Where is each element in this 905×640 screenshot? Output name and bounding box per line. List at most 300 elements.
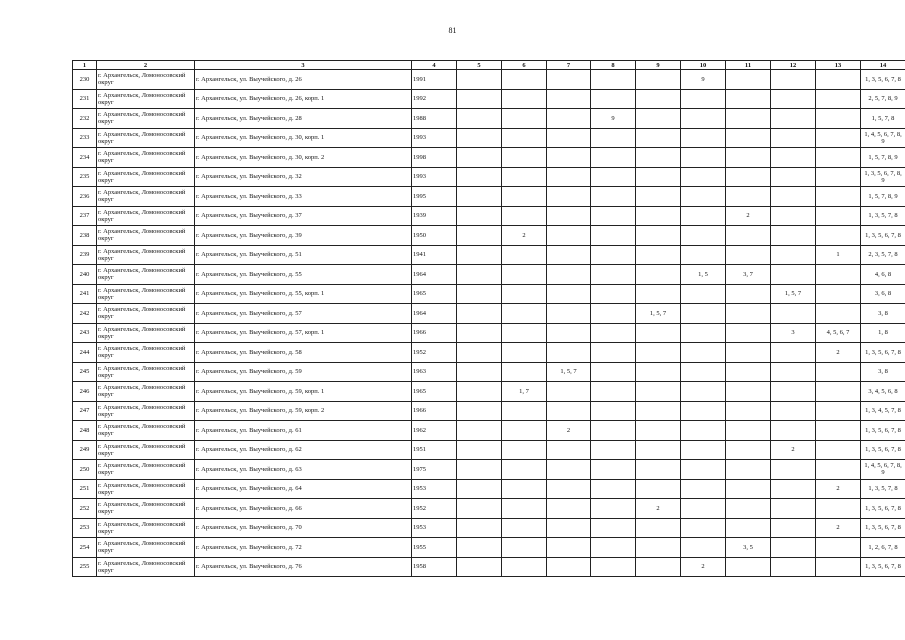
value-cell: 2 <box>816 479 861 499</box>
value-cell <box>502 499 547 519</box>
value-cell: 1, 3, 5, 6, 7, 8 <box>861 499 905 519</box>
row-number: 234 <box>73 148 97 168</box>
value-cell: 1, 8 <box>861 323 905 343</box>
value-cell <box>726 421 771 441</box>
address-cell: г. Архангельск, ул. Выучейского, д. 63 <box>195 460 412 480</box>
value-cell: 1, 7 <box>502 382 547 402</box>
table-row <box>73 109 905 129</box>
value-cell <box>547 128 591 148</box>
table-row <box>73 167 905 187</box>
value-cell <box>771 226 816 246</box>
value-cell <box>816 304 861 324</box>
col-header: 10 <box>681 61 726 70</box>
value-cell <box>457 128 502 148</box>
value-cell <box>771 421 816 441</box>
value-cell <box>681 187 726 207</box>
value-cell <box>726 226 771 246</box>
value-cell <box>771 128 816 148</box>
year-cell: 1952 <box>412 499 457 519</box>
value-cell <box>502 109 547 129</box>
address-cell: г. Архангельск, ул. Выучейского, д. 61 <box>195 421 412 441</box>
row-number: 233 <box>73 128 97 148</box>
table-row <box>73 362 905 382</box>
value-cell <box>636 245 681 265</box>
value-cell <box>816 440 861 460</box>
value-cell <box>816 557 861 577</box>
value-cell <box>502 362 547 382</box>
value-cell <box>591 304 636 324</box>
value-cell: 2 <box>636 499 681 519</box>
address-cell: г. Архангельск, ул. Выучейского, д. 33 <box>195 187 412 207</box>
value-cell <box>816 226 861 246</box>
value-cell <box>636 109 681 129</box>
housing-table <box>72 60 905 577</box>
municipality-cell: г. Архангельск, Ломоносовский округ <box>97 557 195 577</box>
value-cell <box>502 187 547 207</box>
value-cell <box>636 518 681 538</box>
municipality-cell: г. Архангельск, Ломоносовский округ <box>97 226 195 246</box>
table-row <box>73 323 905 343</box>
value-cell <box>636 479 681 499</box>
value-cell <box>681 89 726 109</box>
value-cell <box>636 148 681 168</box>
value-cell <box>681 109 726 129</box>
value-cell: 1, 4, 5, 6, 7, 8, 9 <box>861 460 905 480</box>
value-cell <box>636 206 681 226</box>
value-cell: 1, 5 <box>681 265 726 285</box>
value-cell <box>457 167 502 187</box>
row-number: 245 <box>73 362 97 382</box>
value-cell <box>681 479 726 499</box>
year-cell: 1964 <box>412 304 457 324</box>
row-number: 249 <box>73 440 97 460</box>
value-cell <box>636 89 681 109</box>
col-header: 7 <box>547 61 591 70</box>
value-cell <box>771 460 816 480</box>
table-row <box>73 343 905 363</box>
value-cell <box>636 440 681 460</box>
col-header: 14 <box>861 61 905 70</box>
value-cell <box>591 245 636 265</box>
value-cell <box>547 304 591 324</box>
value-cell <box>502 557 547 577</box>
value-cell <box>681 440 726 460</box>
year-cell: 1964 <box>412 265 457 285</box>
year-cell: 1993 <box>412 167 457 187</box>
value-cell <box>726 167 771 187</box>
value-cell: 1, 3, 5, 6, 7, 8, 9 <box>861 167 905 187</box>
value-cell <box>591 401 636 421</box>
row-number: 239 <box>73 245 97 265</box>
value-cell <box>636 187 681 207</box>
value-cell <box>502 284 547 304</box>
year-cell: 1952 <box>412 343 457 363</box>
value-cell: 2 <box>771 440 816 460</box>
value-cell <box>591 499 636 519</box>
municipality-cell: г. Архангельск, Ломоносовский округ <box>97 538 195 558</box>
value-cell <box>457 89 502 109</box>
row-number: 250 <box>73 460 97 480</box>
value-cell: 1, 3, 5, 6, 7, 8 <box>861 421 905 441</box>
header-row <box>73 61 905 70</box>
address-cell: г. Архангельск, ул. Выучейского, д. 26, корп. 1 <box>195 89 412 109</box>
municipality-cell: г. Архангельск, Ломоносовский округ <box>97 245 195 265</box>
value-cell <box>502 148 547 168</box>
value-cell <box>771 70 816 90</box>
value-cell <box>816 401 861 421</box>
table-row <box>73 265 905 285</box>
value-cell <box>457 460 502 480</box>
table-row <box>73 284 905 304</box>
address-cell: г. Архангельск, ул. Выучейского, д. 57, корп. 1 <box>195 323 412 343</box>
value-cell <box>547 284 591 304</box>
row-number: 248 <box>73 421 97 441</box>
municipality-cell: г. Архангельск, Ломоносовский округ <box>97 401 195 421</box>
value-cell <box>726 479 771 499</box>
row-number: 235 <box>73 167 97 187</box>
row-number: 236 <box>73 187 97 207</box>
municipality-cell: г. Архангельск, Ломоносовский округ <box>97 167 195 187</box>
value-cell <box>771 109 816 129</box>
value-cell <box>636 460 681 480</box>
value-cell: 2 <box>502 226 547 246</box>
table-row <box>73 518 905 538</box>
value-cell <box>547 167 591 187</box>
value-cell: 2 <box>816 343 861 363</box>
value-cell <box>502 70 547 90</box>
value-cell <box>457 245 502 265</box>
year-cell: 1951 <box>412 440 457 460</box>
value-cell <box>636 343 681 363</box>
value-cell <box>547 382 591 402</box>
address-cell: г. Архангельск, ул. Выучейского, д. 39 <box>195 226 412 246</box>
value-cell <box>502 518 547 538</box>
year-cell: 1966 <box>412 323 457 343</box>
value-cell <box>547 206 591 226</box>
value-cell <box>591 460 636 480</box>
address-cell: г. Архангельск, ул. Выучейского, д. 55, корп. 1 <box>195 284 412 304</box>
value-cell <box>591 70 636 90</box>
value-cell: 3 <box>771 323 816 343</box>
value-cell <box>591 206 636 226</box>
year-cell: 1962 <box>412 421 457 441</box>
value-cell <box>457 499 502 519</box>
row-number: 238 <box>73 226 97 246</box>
value-cell <box>591 538 636 558</box>
municipality-cell: г. Архангельск, Ломоносовский округ <box>97 284 195 304</box>
value-cell <box>547 89 591 109</box>
value-cell <box>816 187 861 207</box>
value-cell <box>636 538 681 558</box>
value-cell <box>681 499 726 519</box>
value-cell <box>726 440 771 460</box>
value-cell <box>547 440 591 460</box>
value-cell <box>591 167 636 187</box>
year-cell: 1963 <box>412 362 457 382</box>
page-number: 81 <box>448 26 457 35</box>
address-cell: г. Архангельск, ул. Выучейского, д. 57 <box>195 304 412 324</box>
value-cell <box>816 128 861 148</box>
value-cell <box>547 70 591 90</box>
row-number: 253 <box>73 518 97 538</box>
address-cell: г. Архангельск, ул. Выучейского, д. 58 <box>195 343 412 363</box>
value-cell <box>591 382 636 402</box>
year-cell: 1992 <box>412 89 457 109</box>
value-cell <box>547 226 591 246</box>
value-cell: 1, 3, 5, 7, 8 <box>861 206 905 226</box>
value-cell <box>457 518 502 538</box>
municipality-cell: г. Архангельск, Ломоносовский округ <box>97 499 195 519</box>
value-cell <box>457 557 502 577</box>
value-cell <box>771 89 816 109</box>
address-cell: г. Архангельск, ул. Выучейского, д. 59, корп. 1 <box>195 382 412 402</box>
value-cell: 3, 8 <box>861 304 905 324</box>
value-cell <box>547 538 591 558</box>
value-cell <box>457 362 502 382</box>
value-cell <box>591 89 636 109</box>
value-cell <box>681 206 726 226</box>
value-cell: 1, 2, 6, 7, 8 <box>861 538 905 558</box>
row-number: 243 <box>73 323 97 343</box>
value-cell <box>502 343 547 363</box>
municipality-cell: г. Архангельск, Ломоносовский округ <box>97 343 195 363</box>
value-cell: 3, 4, 5, 6, 8 <box>861 382 905 402</box>
value-cell <box>816 538 861 558</box>
value-cell <box>771 265 816 285</box>
value-cell: 1, 3, 5, 6, 7, 8 <box>861 440 905 460</box>
value-cell: 2 <box>547 421 591 441</box>
value-cell <box>771 518 816 538</box>
value-cell <box>502 460 547 480</box>
value-cell <box>591 557 636 577</box>
value-cell: 1, 5, 7, 8, 9 <box>861 187 905 207</box>
value-cell <box>457 187 502 207</box>
value-cell <box>771 362 816 382</box>
row-number: 252 <box>73 499 97 519</box>
value-cell: 2, 5, 7, 8, 9 <box>861 89 905 109</box>
value-cell <box>636 284 681 304</box>
value-cell <box>547 109 591 129</box>
row-number: 240 <box>73 265 97 285</box>
value-cell <box>457 343 502 363</box>
value-cell <box>681 382 726 402</box>
row-number: 232 <box>73 109 97 129</box>
value-cell <box>547 265 591 285</box>
year-cell: 1991 <box>412 70 457 90</box>
value-cell <box>591 226 636 246</box>
municipality-cell: г. Архангельск, Ломоносовский округ <box>97 479 195 499</box>
col-header: 11 <box>726 61 771 70</box>
address-cell: г. Архангельск, ул. Выучейского, д. 28 <box>195 109 412 129</box>
value-cell <box>726 362 771 382</box>
value-cell <box>726 89 771 109</box>
value-cell <box>591 343 636 363</box>
municipality-cell: г. Архангельск, Ломоносовский округ <box>97 109 195 129</box>
value-cell: 1, 3, 5, 6, 7, 8 <box>861 557 905 577</box>
value-cell <box>502 401 547 421</box>
value-cell <box>816 206 861 226</box>
value-cell <box>726 284 771 304</box>
value-cell: 1, 3, 5, 6, 7, 8 <box>861 518 905 538</box>
municipality-cell: г. Архангельск, Ломоносовский округ <box>97 128 195 148</box>
year-cell: 1966 <box>412 401 457 421</box>
table-row <box>73 460 905 480</box>
municipality-cell: г. Архангельск, Ломоносовский округ <box>97 206 195 226</box>
value-cell <box>457 421 502 441</box>
address-cell: г. Архангельск, ул. Выучейского, д. 37 <box>195 206 412 226</box>
value-cell <box>636 401 681 421</box>
value-cell <box>681 518 726 538</box>
value-cell <box>502 479 547 499</box>
municipality-cell: г. Архангельск, Ломоносовский округ <box>97 421 195 441</box>
value-cell <box>771 187 816 207</box>
address-cell: г. Архангельск, ул. Выучейского, д. 51 <box>195 245 412 265</box>
value-cell <box>636 323 681 343</box>
value-cell <box>726 343 771 363</box>
value-cell <box>816 89 861 109</box>
value-cell <box>726 148 771 168</box>
year-cell: 1953 <box>412 479 457 499</box>
municipality-cell: г. Архангельск, Ломоносовский округ <box>97 460 195 480</box>
value-cell <box>502 323 547 343</box>
address-cell: г. Архангельск, ул. Выучейского, д. 66 <box>195 499 412 519</box>
col-header: 12 <box>771 61 816 70</box>
value-cell: 3, 6, 8 <box>861 284 905 304</box>
table-row <box>73 148 905 168</box>
row-number: 254 <box>73 538 97 558</box>
address-cell: г. Архангельск, ул. Выучейского, д. 59 <box>195 362 412 382</box>
value-cell <box>816 109 861 129</box>
address-cell: г. Архангельск, ул. Выучейского, д. 59, корп. 2 <box>195 401 412 421</box>
municipality-cell: г. Архангельск, Ломоносовский округ <box>97 518 195 538</box>
value-cell <box>547 187 591 207</box>
year-cell: 1950 <box>412 226 457 246</box>
value-cell <box>591 187 636 207</box>
value-cell: 9 <box>591 109 636 129</box>
value-cell <box>771 148 816 168</box>
col-header: 9 <box>636 61 681 70</box>
value-cell <box>726 70 771 90</box>
row-number: 247 <box>73 401 97 421</box>
value-cell <box>547 518 591 538</box>
table-row <box>73 187 905 207</box>
table-row <box>73 245 905 265</box>
municipality-cell: г. Архангельск, Ломоносовский округ <box>97 265 195 285</box>
value-cell <box>547 343 591 363</box>
value-cell: 1, 3, 5, 7, 8 <box>861 479 905 499</box>
year-cell: 1988 <box>412 109 457 129</box>
value-cell <box>502 304 547 324</box>
value-cell <box>636 167 681 187</box>
value-cell <box>547 499 591 519</box>
municipality-cell: г. Архангельск, Ломоносовский округ <box>97 382 195 402</box>
value-cell: 2, 3, 5, 7, 8 <box>861 245 905 265</box>
table-row <box>73 382 905 402</box>
value-cell <box>726 499 771 519</box>
value-cell: 4, 5, 6, 7 <box>816 323 861 343</box>
value-cell: 1, 3, 4, 5, 7, 8 <box>861 401 905 421</box>
value-cell: 1, 3, 5, 6, 7, 8 <box>861 70 905 90</box>
value-cell <box>726 401 771 421</box>
address-cell: г. Архангельск, ул. Выучейского, д. 30, корп. 2 <box>195 148 412 168</box>
value-cell <box>591 479 636 499</box>
value-cell <box>681 167 726 187</box>
value-cell <box>591 323 636 343</box>
value-cell <box>636 362 681 382</box>
address-cell: г. Архангельск, ул. Выучейского, д. 70 <box>195 518 412 538</box>
value-cell <box>771 343 816 363</box>
value-cell: 2 <box>726 206 771 226</box>
value-cell <box>681 323 726 343</box>
year-cell: 1993 <box>412 128 457 148</box>
value-cell <box>547 557 591 577</box>
value-cell <box>681 245 726 265</box>
year-cell: 1965 <box>412 382 457 402</box>
value-cell <box>502 89 547 109</box>
col-header: 13 <box>816 61 861 70</box>
value-cell <box>681 226 726 246</box>
col-header: 2 <box>97 61 195 70</box>
value-cell <box>771 206 816 226</box>
year-cell: 1965 <box>412 284 457 304</box>
value-cell <box>816 382 861 402</box>
municipality-cell: г. Архангельск, Ломоносовский округ <box>97 304 195 324</box>
value-cell <box>457 479 502 499</box>
table-row <box>73 421 905 441</box>
address-cell: г. Архангельск, ул. Выучейского, д. 72 <box>195 538 412 558</box>
value-cell <box>457 382 502 402</box>
address-cell: г. Архангельск, ул. Выучейского, д. 64 <box>195 479 412 499</box>
value-cell <box>816 421 861 441</box>
value-cell: 3, 8 <box>861 362 905 382</box>
table-row <box>73 89 905 109</box>
value-cell <box>771 167 816 187</box>
value-cell <box>457 109 502 129</box>
col-header: 3 <box>195 61 412 70</box>
value-cell <box>457 538 502 558</box>
value-cell <box>502 440 547 460</box>
value-cell <box>502 538 547 558</box>
value-cell <box>591 128 636 148</box>
municipality-cell: г. Архангельск, Ломоносовский округ <box>97 70 195 90</box>
value-cell <box>636 382 681 402</box>
value-cell <box>771 499 816 519</box>
value-cell <box>681 304 726 324</box>
municipality-cell: г. Архангельск, Ломоносовский округ <box>97 148 195 168</box>
value-cell: 2 <box>816 518 861 538</box>
year-cell: 1955 <box>412 538 457 558</box>
row-number: 242 <box>73 304 97 324</box>
value-cell: 2 <box>681 557 726 577</box>
value-cell <box>457 284 502 304</box>
table-row <box>73 479 905 499</box>
table-row <box>73 401 905 421</box>
row-number: 255 <box>73 557 97 577</box>
value-cell <box>771 401 816 421</box>
row-number: 237 <box>73 206 97 226</box>
value-cell: 1, 3, 5, 6, 7, 8 <box>861 226 905 246</box>
address-cell: г. Архангельск, ул. Выучейского, д. 55 <box>195 265 412 285</box>
value-cell <box>591 362 636 382</box>
row-number: 251 <box>73 479 97 499</box>
value-cell: 1, 5, 7, 8 <box>861 109 905 129</box>
table-row <box>73 226 905 246</box>
value-cell <box>457 226 502 246</box>
value-cell <box>681 401 726 421</box>
value-cell <box>457 206 502 226</box>
value-cell <box>816 460 861 480</box>
row-number: 231 <box>73 89 97 109</box>
